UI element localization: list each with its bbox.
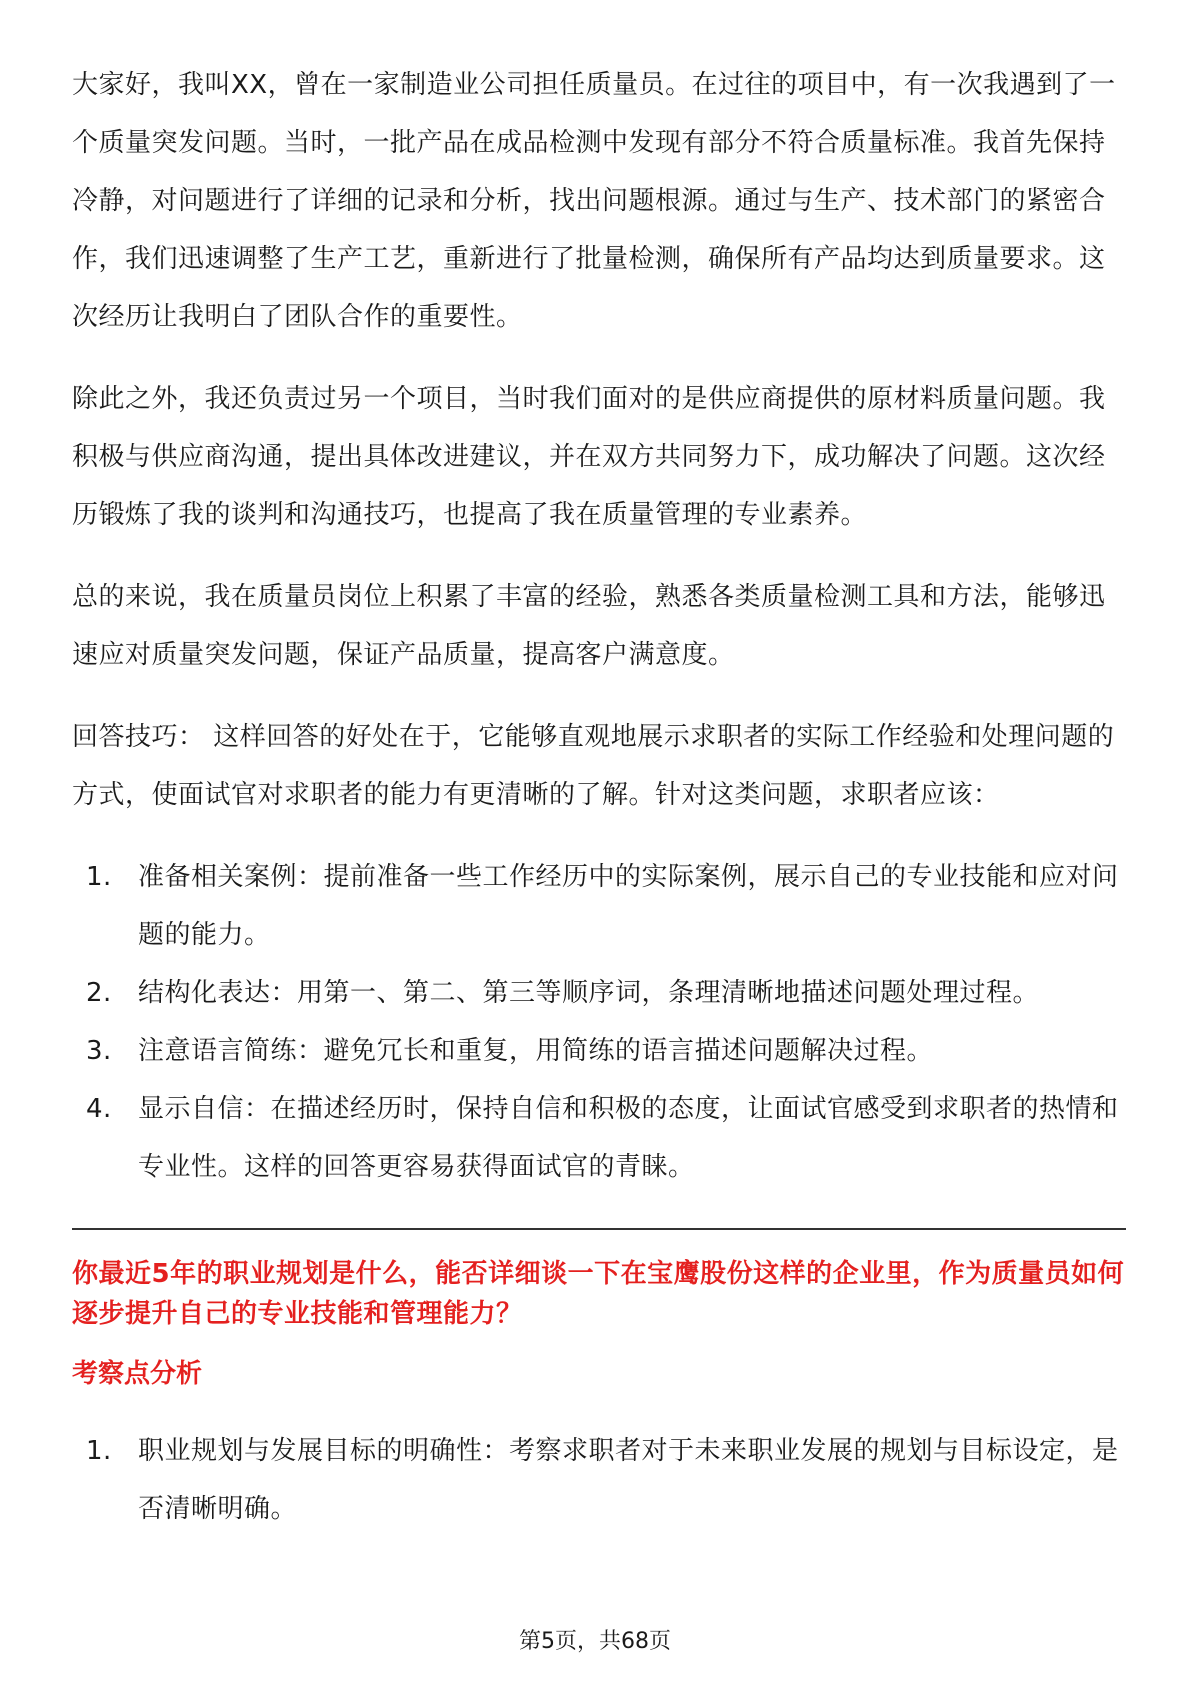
page-footer: 第5页，共68页 xyxy=(519,1629,671,1654)
interview-question: 你最近5年的职业规划是什么，能否详细谈一下在宝鹰股份这样的企业里，作为质量员如何逐步提升自己的专业技能和管理能力？ xyxy=(72,1259,1125,1329)
list-number: 1. xyxy=(86,862,112,892)
list-text: 注意语言简练：避免冗长和重复，用简练的语言描述问题解决过程。 xyxy=(138,1036,934,1066)
list-item xyxy=(72,1080,1126,1196)
section-divider xyxy=(72,1228,1126,1230)
list-text: 职业规划与发展目标的明确性：考察求职者对于未来职业发展的规划与目标设定，是否清晰明确。 xyxy=(138,1436,1119,1524)
list-item xyxy=(72,1422,1126,1538)
list-text: 显示自信：在描述经历时，保持自信和积极的态度，让面试官感受到求职者的热情和专业性。这样的回答更容易获得面试官的青睐。 xyxy=(138,1094,1119,1182)
list-number: 1. xyxy=(86,1436,112,1466)
list-text: 结构化表达：用第一、第二、第三等顺序词，条理清晰地描述问题处理过程。 xyxy=(138,978,1040,1008)
answer-tips-paragraph: 回答技巧： 这样回答的好处在于，它能够直观地展示求职者的实际工作经验和处理问题的方式，使面试官对求职者的能力有更清晰的了解。针对这类问题，求职者应该： xyxy=(72,722,1115,810)
paragraph: 总的来说，我在质量员岗位上积累了丰富的经验，熟悉各类质量检测工具和方法，能够迅速应对质量突发问题，保证产品质量，提高客户满意度。 xyxy=(72,582,1106,670)
tips-list xyxy=(72,848,1126,1196)
document-body xyxy=(72,56,1126,1570)
list-number: 4. xyxy=(86,1094,112,1124)
analysis-heading: 考察点分析 xyxy=(72,1359,203,1389)
list-number: 2. xyxy=(86,978,112,1008)
paragraph: 除此之外，我还负责过另一个项目，当时我们面对的是供应商提供的原材料质量问题。我积极与供应商沟通，提出具体改进建议，并在双方共同努力下，成功解决了问题。这次经历锻炼了我的谈判和沟通技巧，也提高了我在质量管理的专业素养。 xyxy=(72,384,1106,530)
analysis-list xyxy=(72,1422,1126,1538)
paragraph: 大家好，我叫XX，曾在一家制造业公司担任质量员。在过往的项目中，有一次我遇到了一个质量突发问题。当时，一批产品在成品检测中发现有部分不符合质量标准。我首先保持冷静，对问题进行了详细的记录和分析，找出问题根源。通过与生产、技术部门的紧密合作，我们迅速调整了生产工艺，重新进行了批量检测，确保所有产品均达到质量要求。这次经历让我明白了团队合作的重要性。 xyxy=(72,70,1116,332)
list-number: 3. xyxy=(86,1036,112,1066)
list-item xyxy=(72,964,1126,1022)
list-item xyxy=(72,848,1126,964)
list-item xyxy=(72,1022,1126,1080)
list-text: 准备相关案例：提前准备一些工作经历中的实际案例，展示自己的专业技能和应对问题的能力。 xyxy=(138,862,1119,950)
